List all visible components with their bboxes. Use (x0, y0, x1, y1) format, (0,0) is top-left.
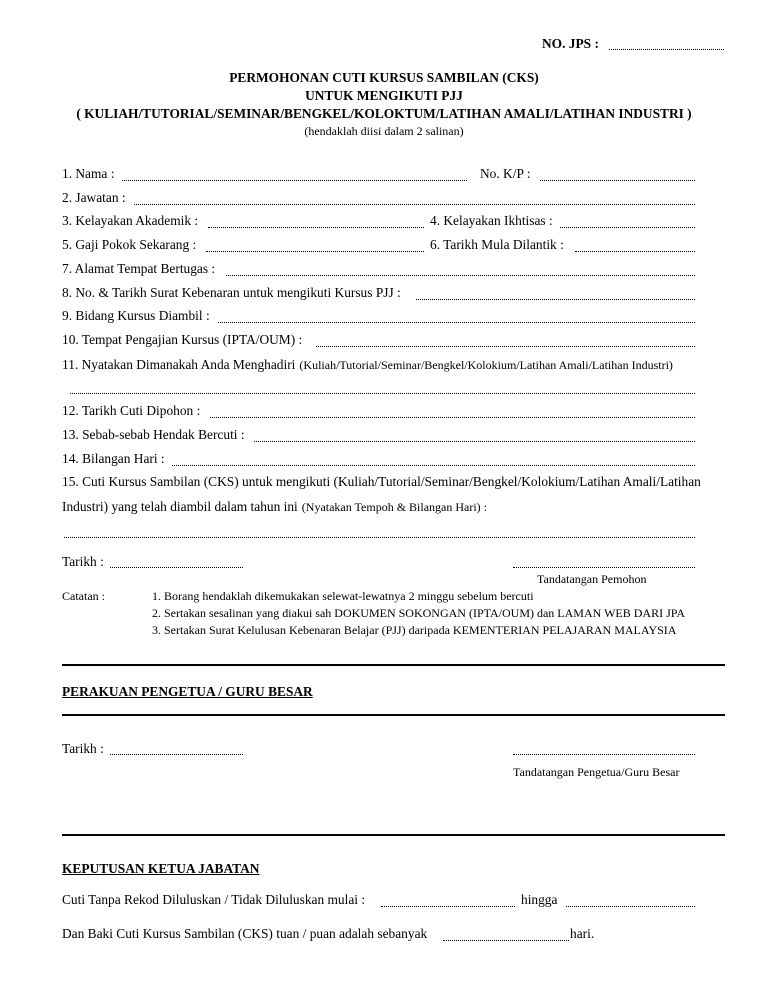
perakuan-signature-label: Tandatangan Pengetua/Guru Besar (513, 765, 680, 779)
no-jps-label: NO. JPS : (542, 36, 599, 51)
perakuan-tarikh-input[interactable] (110, 754, 243, 755)
field-gaji-label: 5. Gaji Pokok Sekarang : (62, 237, 197, 252)
pemohon-signature-line[interactable] (513, 567, 695, 568)
keputusan-cuti-label: Cuti Tanpa Rekod Diluluskan / Tidak Diluluskan mulai : (62, 892, 366, 907)
field-alamat-label: 7. Alamat Tempat Bertugas : (62, 261, 216, 276)
field-kp-label: No. K/P : (480, 166, 531, 181)
keputusan-hari-label: hari. (570, 926, 595, 941)
field-kelayakan-ikhtisas-input[interactable] (560, 227, 695, 228)
field-alamat-input[interactable] (226, 275, 695, 276)
field-tempat-pengajian-input[interactable] (316, 346, 695, 347)
field-tempat-pengajian-label: 10. Tempat Pengajian Kursus (IPTA/OUM) : (62, 332, 303, 347)
field-sebab-label: 13. Sebab-sebab Hendak Bercuti : (62, 427, 245, 442)
keputusan-hingga-label: hingga (521, 892, 558, 907)
keputusan-mulai-input[interactable] (381, 906, 515, 907)
section-divider (62, 714, 725, 716)
field-nama-label: 1. Nama : (62, 166, 115, 181)
field-cks-diambil-input[interactable] (64, 537, 695, 538)
perakuan-heading: PERAKUAN PENGETUA / GURU BESAR (62, 684, 313, 699)
field-surat-kebenaran-label: 8. No. & Tarikh Surat Kebenaran untuk mengikuti Kursus PJJ : (62, 285, 401, 300)
field-kelayakan-akademik-label: 3. Kelayakan Akademik : (62, 213, 199, 228)
form-title-line3: ( KULIAH/TUTORIAL/SEMINAR/BENGKEL/KOLOKTUM/LATIHAN AMALI/LATIHAN INDUSTRI ) (76, 106, 692, 121)
catatan-item: 1. Borang hendaklah dikemukakan selewat-lewatnya 2 minggu sebelum bercuti (152, 589, 534, 603)
field-cks-diambil-line2 (62, 498, 487, 516)
field-nama-input[interactable] (122, 180, 467, 181)
field-sebab-input[interactable] (254, 441, 695, 442)
keputusan-baki-label: Dan Baki Cuti Kursus Sambilan (CKS) tuan / puan adalah sebanyak (62, 926, 428, 941)
field-tarikh-dilantik-input[interactable] (575, 251, 695, 252)
field-bilangan-hari-input[interactable] (172, 465, 695, 466)
field-dimanakah-options: (Kuliah/Tutorial/Seminar/Bengkel/Kolokium/Latihan Amali/Latihan Industri) (299, 358, 673, 372)
keputusan-baki-input[interactable] (443, 940, 569, 941)
keputusan-hingga-input[interactable] (566, 906, 695, 907)
field-cks-diambil-main: Industri) yang telah diambil dalam tahun ini (62, 499, 298, 514)
form-title-line1: PERMOHONAN CUTI KURSUS SAMBILAN (CKS) (229, 70, 539, 85)
field-dimanakah-label (62, 356, 673, 374)
field-jawatan-label: 2. Jawatan : (62, 190, 126, 205)
field-dimanakah-input[interactable] (70, 393, 695, 394)
field-kp-input[interactable] (540, 180, 695, 181)
field-bilangan-hari-label: 14. Bilangan Hari : (62, 451, 165, 466)
keputusan-heading: KEPUTUSAN KETUA JABATAN (62, 861, 260, 876)
catatan-label: Catatan : (62, 589, 105, 603)
field-kelayakan-akademik-input[interactable] (208, 227, 424, 228)
field-jawatan-input[interactable] (134, 204, 695, 205)
catatan-item: 2. Sertakan sesalinan yang diakui sah DOKUMEN SOKONGAN (IPTA/OUM) dan LAMAN WEB DARI JPA (152, 606, 685, 620)
field-cks-diambil-line1: 15. Cuti Kursus Sambilan (CKS) untuk mengikuti (Kuliah/Tutorial/Seminar/Bengkel/Kolokium/Latihan Amali/Latihan (62, 474, 701, 489)
field-surat-kebenaran-input[interactable] (416, 299, 695, 300)
form-subtitle: (hendaklah diisi dalam 2 salinan) (304, 124, 464, 138)
catatan-item: 3. Sertakan Surat Kelulusan Kebenaran Belajar (PJJ) daripada KEMENTERIAN PELAJARAN MALAYSIA (152, 623, 677, 637)
field-kelayakan-ikhtisas-label: 4. Kelayakan Ikhtisas : (430, 213, 553, 228)
pemohon-tarikh-input[interactable] (110, 567, 243, 568)
field-gaji-input[interactable] (206, 251, 424, 252)
field-tarikh-cuti-label: 12. Tarikh Cuti Dipohon : (62, 403, 201, 418)
field-cks-diambil-hint: (Nyatakan Tempoh & Bilangan Hari) : (301, 500, 488, 514)
form-title-line2: UNTUK MENGIKUTI PJJ (305, 88, 463, 103)
section-divider (62, 834, 725, 836)
field-tarikh-cuti-input[interactable] (210, 417, 695, 418)
no-jps-field[interactable] (609, 49, 724, 50)
field-bidang-input[interactable] (218, 322, 695, 323)
section-divider (62, 664, 725, 666)
perakuan-signature-line[interactable] (513, 754, 695, 755)
field-tarikh-dilantik-label: 6. Tarikh Mula Dilantik : (430, 237, 564, 252)
perakuan-tarikh-label: Tarikh : (62, 741, 104, 756)
pemohon-tarikh-label: Tarikh : (62, 554, 104, 569)
field-bidang-label: 9. Bidang Kursus Diambil : (62, 308, 210, 323)
field-dimanakah-main: 11. Nyatakan Dimanakah Anda Menghadiri (62, 357, 296, 372)
pemohon-signature-label: Tandatangan Pemohon (537, 572, 647, 586)
